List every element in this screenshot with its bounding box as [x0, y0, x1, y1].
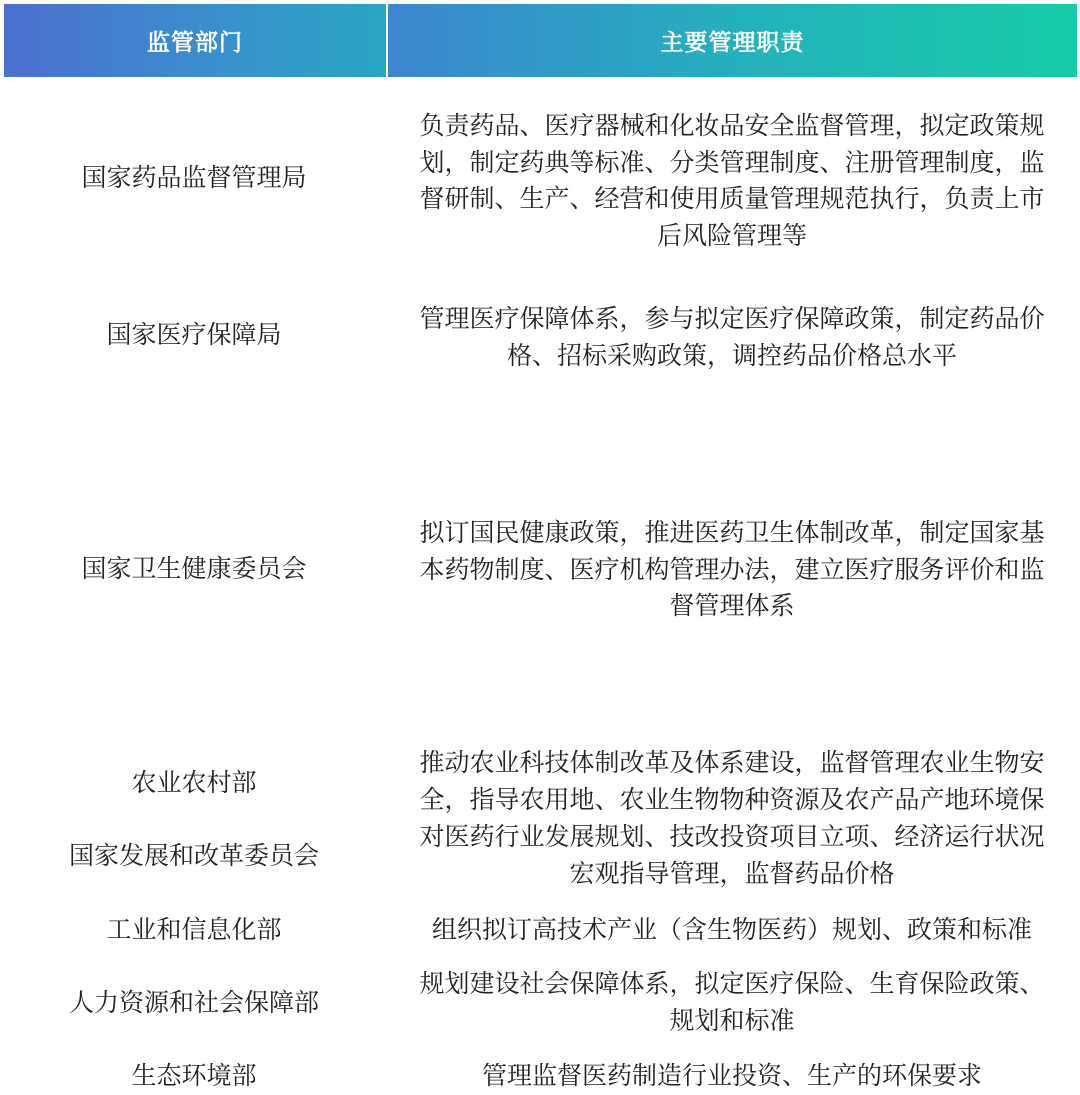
duty-line: 宏观指导管理，监督药品价格 — [569, 858, 895, 888]
department-nhc: 国家卫生健康委员会 — [81, 554, 307, 583]
department-nhsa: 国家医疗保障局 — [106, 320, 282, 349]
table-header — [4, 4, 1077, 77]
duties-nhc — [388, 515, 1076, 625]
department-mee: 生态环境部 — [131, 1061, 257, 1090]
duty-line: 督管理体系 — [669, 591, 795, 620]
duty-line: 后风险管理等 — [656, 220, 807, 250]
duties-nhsa — [388, 301, 1076, 374]
header-department: 监管部门 — [4, 4, 386, 77]
duty-line: 格、招标采购政策，调控药品价格总水平 — [506, 340, 957, 370]
duty-line: 规划和标准 — [669, 1005, 795, 1035]
duties-moa — [388, 745, 1076, 818]
duty-line: 推动农业科技体制改革及体系建设，监督管理农业生物安 — [419, 748, 1045, 777]
duty-line: 划，制定药典等标准、分类管理制度、注册管理制度，监 — [419, 147, 1045, 177]
department-moa: 农业农村部 — [131, 768, 257, 797]
duty-line: 本药物制度、医疗机构管理办法，建立医疗服务评价和监 — [419, 554, 1045, 584]
duty-line: 全，指导农用地、农业生物物种资源及农产品产地环境保 — [419, 784, 1045, 814]
duty-line: 负责药品、医疗器械和化妆品安全监督管理，拟定政策规 — [419, 111, 1045, 140]
duty-line: 组织拟订高技术产业（含生物医药）规划、政策和标准 — [431, 915, 1032, 944]
department-nmpa: 国家药品监督管理局 — [81, 163, 307, 192]
duties-nmpa — [388, 108, 1076, 254]
duty-line: 管理监督医药制造行业投资、生产的环保要求 — [481, 1061, 982, 1090]
department-miit: 工业和信息化部 — [106, 915, 282, 944]
duties-miit — [388, 912, 1076, 949]
duties-mohrss — [388, 966, 1076, 1039]
department-mohrss: 人力资源和社会保障部 — [68, 988, 319, 1017]
department-ndrc: 国家发展和改革委员会 — [68, 841, 319, 870]
duty-line: 拟订国民健康政策，推进医药卫生体制改革，制定国家基 — [419, 518, 1045, 547]
duties-mee — [388, 1058, 1076, 1095]
duties-ndrc — [388, 819, 1076, 892]
duty-line: 规划建设社会保障体系，拟定医疗保险、生育保险政策、 — [419, 969, 1045, 998]
duty-line: 对医药行业发展规划、技改投资项目立项、经济运行状况 — [419, 822, 1045, 851]
duty-line: 督研制、生产、经营和使用质量管理规范执行，负责上市 — [419, 184, 1045, 213]
header-duties: 主要管理职责 — [388, 4, 1077, 77]
duty-line: 管理医疗保障体系，参与拟定医疗保障政策，制定药品价 — [419, 304, 1045, 333]
